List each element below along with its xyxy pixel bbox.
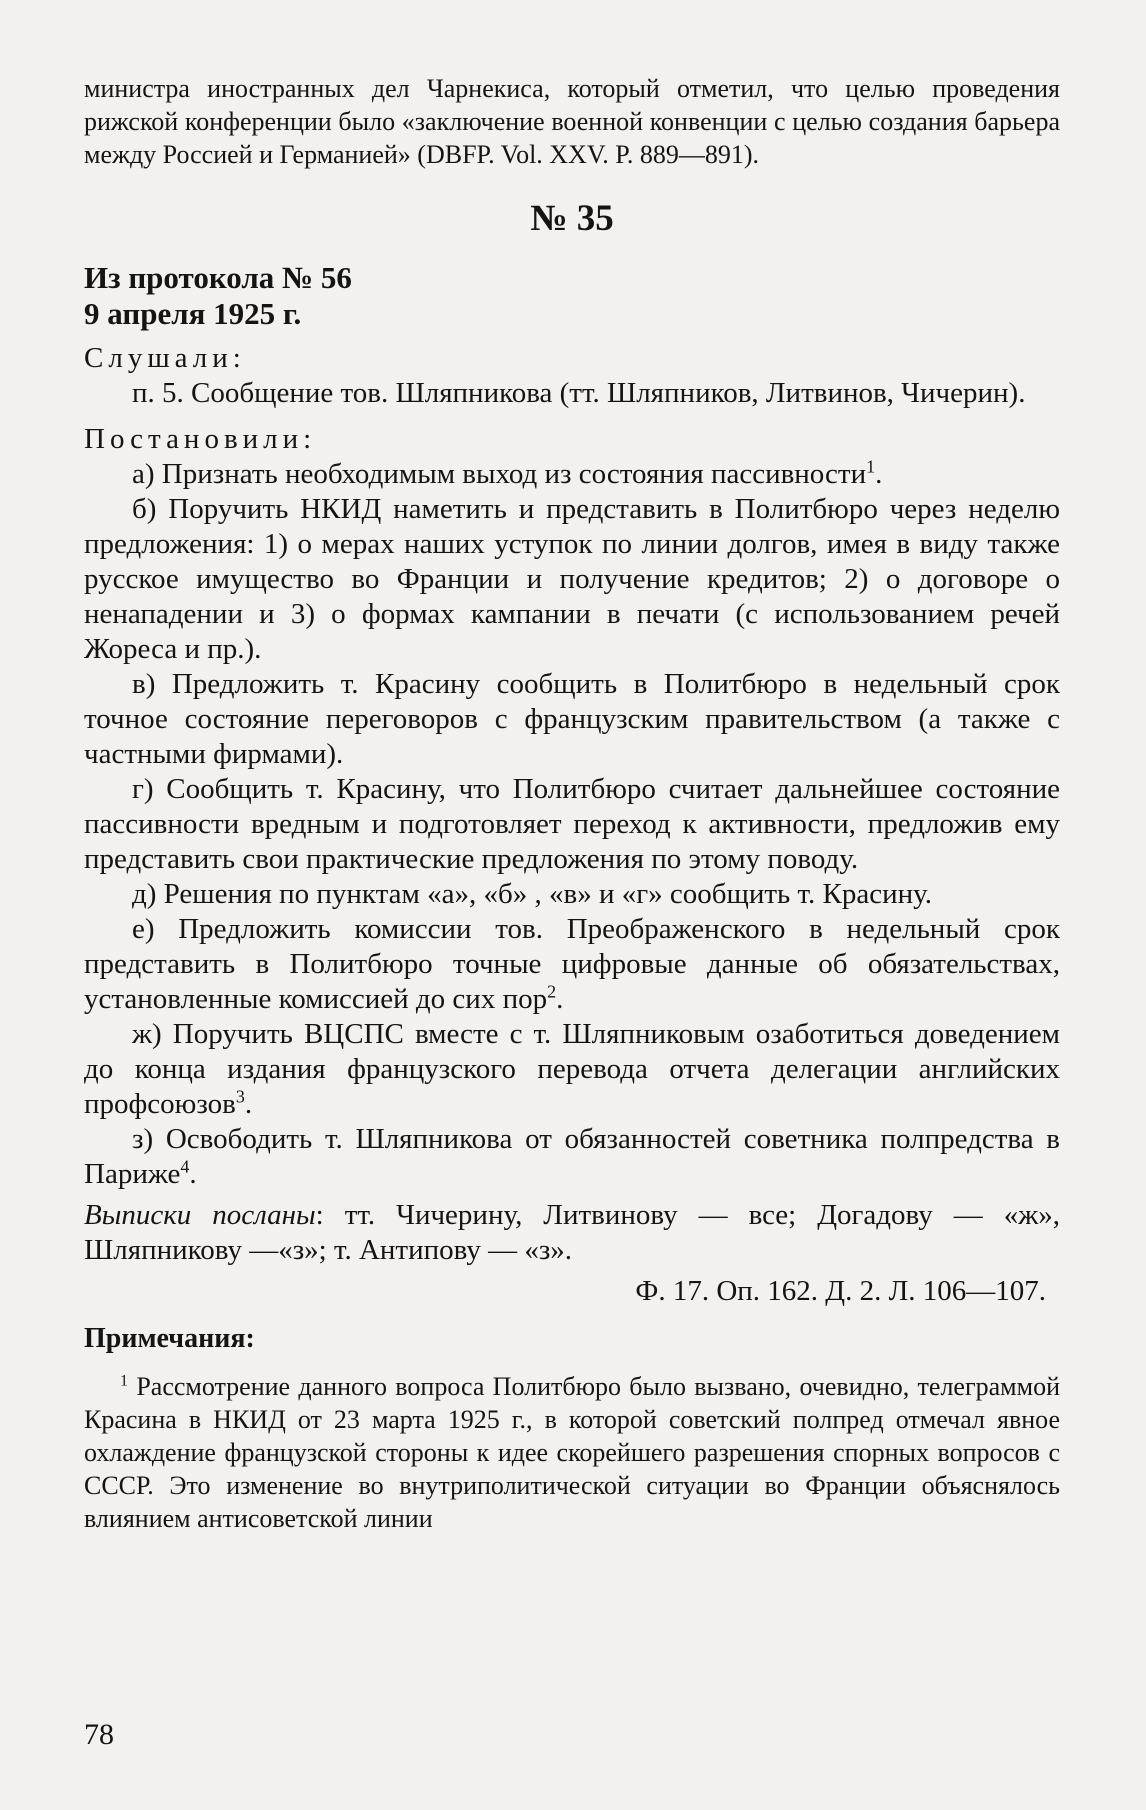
footnote-marker: 4 [180,1156,190,1177]
heard-item: п. 5. Сообщение тов. Шляпникова (тт. Шляпников, Литвинов, Чичерин). [132,377,1026,409]
resolution-item-text: а) Признать необходимым выход из состояния пассивности [132,458,867,490]
resolution-item [84,1017,1060,1122]
resolution-item-text: ж) Поручить ВЦСПС вместе с т. Шляпниковым озаботиться доведением до конца издания французского перевода отчета делегации английских профсоюзов [84,1018,1060,1120]
notes-heading: Примечания: [84,1323,255,1354]
resolution-item [84,912,1060,1017]
resolution-item-tail: . [189,1158,197,1190]
resolution-item-tail: . [244,1088,253,1120]
resolution-item-tail: . [556,983,564,1015]
protocol-date: 9 апреля 1925 г. [84,296,302,331]
resolution-item [84,1122,1060,1192]
resolved-label: Постановили: [84,423,317,455]
footnote-marker: 3 [235,1086,245,1107]
archive-reference: Ф. 17. Оп. 162. Д. 2. Л. 106—107. [635,1275,1046,1307]
resolution-list [84,457,1060,1192]
continuation-paragraph: министра иностранных дел Чарнекиса, который отметил, что целью проведения рижской конференции было «заключение военной конвенции с целью создания барьера между Россией и Германией» (DBFP. Vol. XXV. P. 889—891). [84,74,1060,169]
resolution-item-text: б) Поручить НКИД наметить и представить в Политбюро через неделю предложения: 1) о мерах наших уступок по линии долгов, имея в виду также русское имущество во Франции и получение кредитов; 2) о договоре о ненападении и 3) о формах кампании в печати (с использованием речей Жореса и пр.). [84,493,1060,665]
extracts-sent [84,1198,1060,1268]
resolution-item [84,772,1060,877]
resolution-item-text: г) Сообщить т. Красину, что Политбюро считает дальнейшее состояние пассивности вредным и подготовляет переход к активности, предложив ему представить свои практические предложения по этому поводу. [84,773,1060,875]
note-1-marker: 1 [120,1372,128,1390]
page-number: 78 [84,1718,114,1751]
heard-label: Слушали: [84,342,246,374]
note-1-text: Рассмотрение данного вопроса Политбюро было вызвано, очевидно, телеграммой Красина в НКИД от 23 марта 1925 г., в которой советский полпред отмечал явное охлаждение французской стороны к идее скорейшего разрешения спорных вопросов с СССР. Это изменение во внутриполитической ситуации во Франции объяснялось влиянием антисоветской линии [84,1372,1060,1533]
resolution-item [84,667,1060,772]
resolution-item-tail: . [875,458,883,490]
footnote-marker: 1 [866,456,876,477]
extracts-sent-text: : тт. Чичерину, Литвинову — все; Догадову — «ж», Шляпникову —«з»; т. Антипову — «з». [84,1199,1060,1266]
note-1 [84,1370,1060,1535]
resolution-item-text: д) Решения по пунктам «а», «б» , «в» и «г» сообщить т. Красину. [132,878,932,910]
protocol-heading: Из протокола № 56 [84,260,352,295]
extracts-sent-label: Выписки посланы [84,1199,316,1231]
resolution-item [84,877,1060,912]
footnote-marker: 2 [547,981,557,1002]
resolution-item-text: е) Предложить комиссии тов. Преображенского в недельный срок представить в Политбюро точные цифровые данные об обязательствах, установленные комиссией до сих пор [84,913,1060,1015]
document-page [84,72,1060,1535]
document-number: № 35 [530,198,614,239]
resolution-item [84,457,1060,492]
resolution-item-text: в) Предложить т. Красину сообщить в Политбюро в недельный срок точное состояние переговоров с французским правительством (а также с частными фирмами). [84,668,1060,770]
resolution-item [84,492,1060,667]
resolution-item-text: з) Освободить т. Шляпникова от обязанностей советника полпредства в Париже [84,1123,1060,1190]
